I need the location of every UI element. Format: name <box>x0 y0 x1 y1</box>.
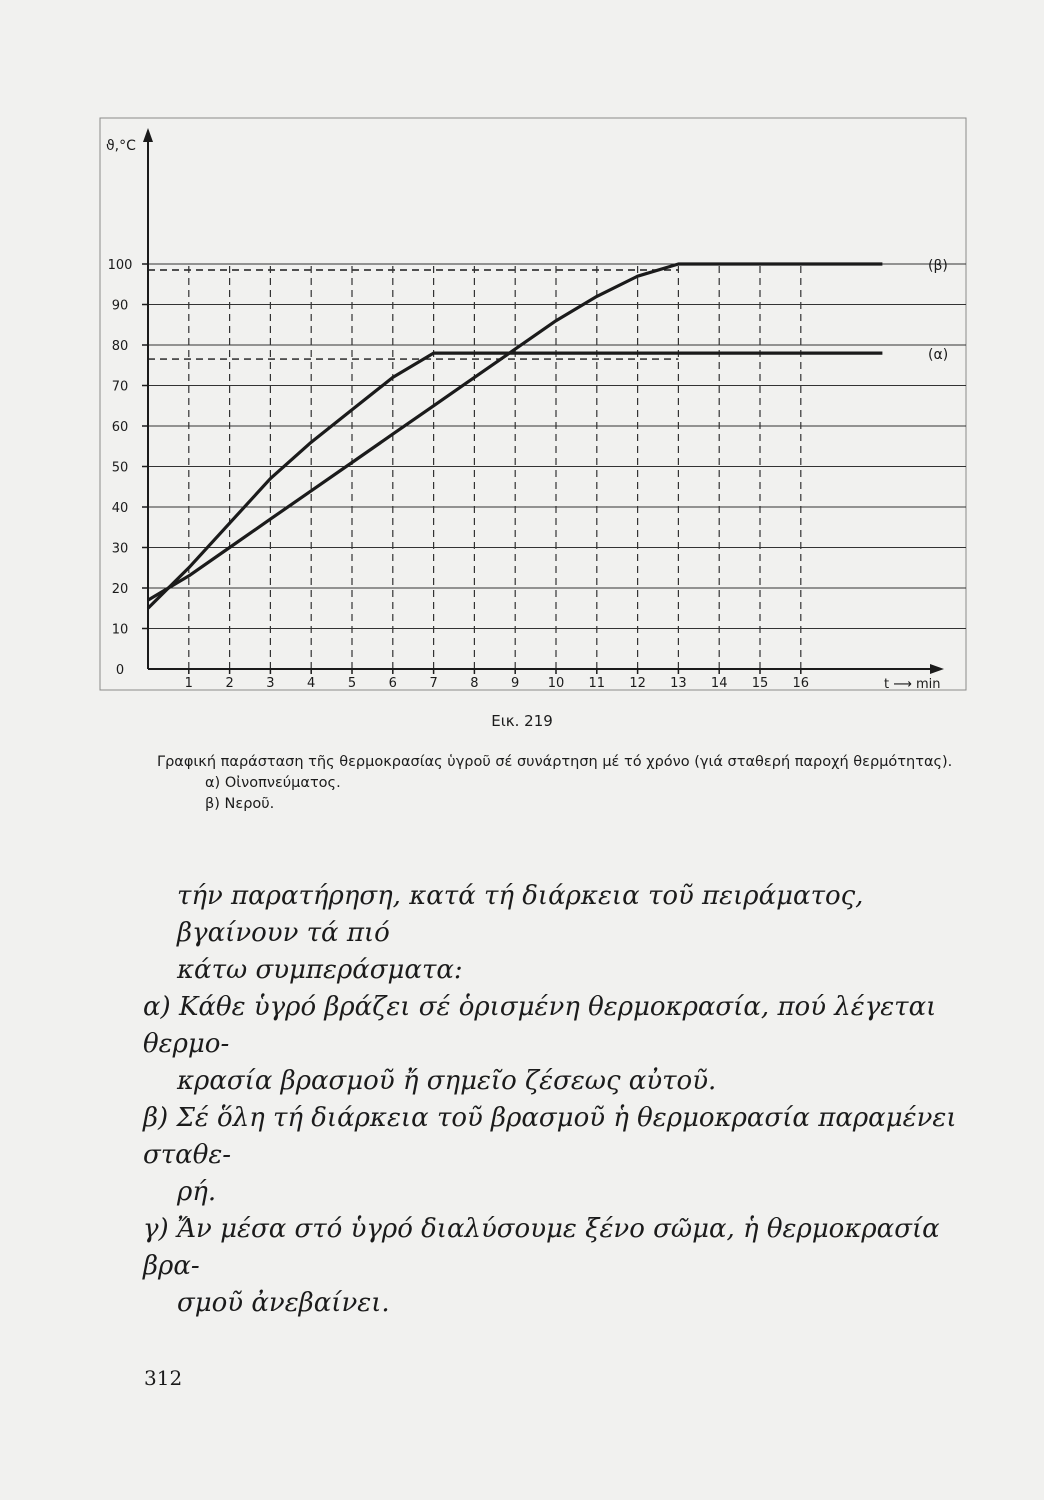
caption-item-b: β) Νεροῦ. <box>205 796 275 812</box>
page-number: 312 <box>144 1366 183 1390</box>
x-tick-label: 2 <box>225 676 234 691</box>
y-axis-arrow <box>143 128 153 142</box>
y-tick-label: 70 <box>111 379 129 395</box>
y-tick-label: 100 <box>107 258 133 273</box>
body-line: τήν παρατήρηση, κατά τή διάρκεια τοῦ πειράματος, βγαίνουν τά πιό <box>177 881 864 948</box>
body-line: κάτω συμπεράσματα: <box>177 955 463 985</box>
y-tick-label: 10 <box>111 622 129 638</box>
x-axis-arrow <box>930 664 944 674</box>
x-axis-label: t ⟶ min <box>884 677 941 692</box>
y-tick-label: 40 <box>111 501 129 516</box>
body-line: α) Κάθε ὑγρό βράζει σέ ὁρισμένη θερμοκρασία, πού λέγεται θερμο- <box>143 992 937 1059</box>
y-axis-label: ϑ,°C <box>106 138 136 154</box>
y-tick-label: 90 <box>111 298 129 314</box>
y-tick-label: 0 <box>115 663 125 678</box>
x-tick-label: 16 <box>792 676 810 691</box>
body-line: γ) Ἄν μέσα στό ὑγρό διαλύσουμε ξένο σῶμα, ἡ θερμοκρασία βρα- <box>143 1214 940 1281</box>
body-line: κρασία βρασμοῦ ἤ σημεῖο ζέσεως αὐτοῦ. <box>177 1066 717 1096</box>
y-tick-label: 20 <box>111 582 129 597</box>
series-label: (α) <box>928 347 949 364</box>
x-tick-label: 1 <box>184 676 193 691</box>
x-tick-label: 4 <box>307 676 316 691</box>
x-tick-label: 10 <box>547 676 565 691</box>
body-text <box>143 878 988 1322</box>
caption-item-a: α) Οἰνοπνεύματος. <box>205 775 341 791</box>
y-tick-label: 80 <box>111 339 129 354</box>
y-tick-label: 50 <box>111 460 129 476</box>
x-tick-label: 6 <box>388 676 397 691</box>
y-tick-label: 60 <box>111 420 129 435</box>
figure-caption <box>157 752 972 815</box>
x-tick-label: 13 <box>670 676 687 691</box>
y-tick-label: 30 <box>111 541 129 557</box>
x-tick-label: 7 <box>429 676 438 691</box>
series-label: (β) <box>928 258 948 274</box>
body-line: ρή. <box>177 1177 217 1207</box>
x-tick-label: 11 <box>588 676 606 691</box>
figure-label: Εικ. 219 <box>491 712 553 730</box>
x-tick-label: 12 <box>629 676 646 691</box>
x-tick-label: 15 <box>751 676 769 691</box>
body-line: β) Σέ ὅλη τή διάρκεια τοῦ βρασμοῦ ἡ θερμοκρασία παραμένει σταθε- <box>143 1103 957 1170</box>
x-tick-label: 5 <box>347 676 357 691</box>
body-line: σμοῦ ἀνεβαίνει. <box>177 1288 390 1318</box>
x-tick-label: 8 <box>470 676 479 691</box>
x-tick-label: 14 <box>710 676 728 691</box>
caption-title: Γραφική παράσταση τῆς θερμοκρασίας ὑγροῦ σέ συνάρτηση μέ τό χρόνο (γιά σταθερή παροχή θερμότητας). <box>157 754 953 770</box>
x-tick-label: 9 <box>511 676 520 691</box>
x-tick-label: 3 <box>266 676 275 691</box>
temperature-time-chart <box>0 0 1044 720</box>
